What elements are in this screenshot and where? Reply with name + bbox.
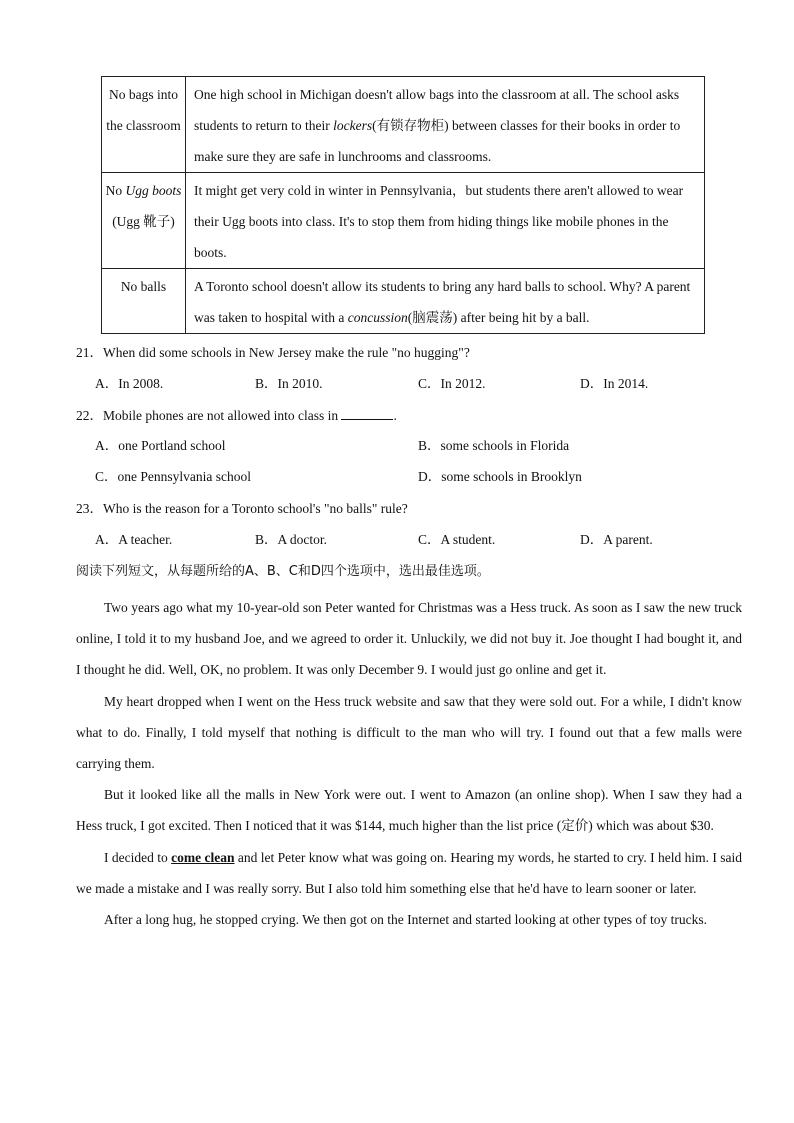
option-23-c[interactable]: C．A student. bbox=[418, 532, 496, 547]
rule-cell bbox=[102, 173, 186, 269]
option-21-a[interactable]: A．In 2008. bbox=[95, 376, 164, 391]
desc-italic-term: lockers bbox=[333, 118, 373, 133]
passage-paragraph: My heart dropped when I went on the Hess truck website and saw that they were sold out. For a while, I didn't know what to do. Finally, I told myself that nothing is difficult to the man who will try. I found out that a few malls were carrying them. bbox=[76, 693, 742, 772]
rule-label: (Ugg 靴子) bbox=[112, 214, 175, 229]
passage-text: I decided to bbox=[104, 849, 172, 865]
rule-label: No balls bbox=[120, 279, 167, 294]
rule-cell bbox=[102, 269, 186, 334]
option-21-c[interactable]: C．In 2012. bbox=[418, 376, 486, 391]
table-row bbox=[102, 269, 705, 334]
passage-paragraph bbox=[76, 842, 742, 904]
passage-paragraph: But it looked like all the malls in New York were out. I went to Amazon (an online shop). When I saw they had a Hess truck, I got excited. Then I noticed that it was $144, much higher than the list price (定价) which was about $30. bbox=[76, 787, 742, 834]
desc-text: A Toronto school doesn't allow its students to bring any hard balls to school. Why? A parent was taken to hospital with a bbox=[194, 279, 691, 325]
answer-blank bbox=[341, 405, 393, 420]
section-instruction: 阅读下列短文，从每题所给的A、B、C和D四个选项中，选出最佳选项。 bbox=[76, 564, 490, 579]
option-23-a[interactable]: A．A teacher. bbox=[95, 532, 173, 547]
desc-text: One high school in Michigan doesn't allow bags into the classroom at all. The school asks students to return to their bbox=[194, 87, 680, 133]
desc-text: (有锁存物柜) between classes for their books in order to make sure they are safe in lunchrooms and classrooms. bbox=[194, 118, 681, 164]
question-23: 23．Who is the reason for a Toronto school's "no balls" rule? bbox=[76, 501, 408, 516]
passage-paragraph: After a long hug, he stopped crying. We then got on the Internet and started looking at other types of toy trucks. bbox=[104, 912, 708, 928]
option-22-c[interactable]: C．one Pennsylvania school bbox=[95, 469, 251, 484]
question-22-stem: 22．Mobile phones are not allowed into class in bbox=[76, 408, 339, 423]
question-21: 21．When did some schools in New Jersey make the rule "no hugging"? bbox=[76, 345, 470, 360]
option-22-b[interactable]: B．some schools in Florida bbox=[418, 438, 570, 453]
desc-cell bbox=[186, 269, 705, 334]
rule-label-italic: Ugg boots bbox=[125, 183, 182, 198]
option-23-b[interactable]: B．A doctor. bbox=[255, 532, 328, 547]
desc-cell bbox=[186, 77, 705, 173]
desc-text: (脑震荡) after being hit by a ball. bbox=[407, 310, 590, 325]
question-22 bbox=[76, 405, 756, 426]
passage-text: and let Peter know what was going on. Hearing my words, he started to cry. I held him. I said we made a mistake and I was really sorry. But I also told him something else that he'd have to learn sooner or later. bbox=[76, 849, 742, 896]
table-row bbox=[102, 77, 705, 173]
option-22-a[interactable]: A．one Portland school bbox=[95, 438, 226, 453]
question-22-stem-end: . bbox=[393, 408, 397, 423]
option-21-b[interactable]: B．In 2010. bbox=[255, 376, 323, 391]
underlined-phrase: come clean bbox=[171, 849, 235, 865]
passage-paragraph: Two years ago what my 10-year-old son Peter wanted for Christmas was a Hess truck. As soon as I saw the new truck online, I told it to my husband Joe, and we agreed to order it. Unluckily, we did not buy it. Joe thought I had bought it, and I thought he did. Well, OK, no problem. It was only December 9. I would just go online and get it. bbox=[76, 600, 742, 678]
rule-cell bbox=[102, 77, 186, 173]
option-21-d[interactable]: D．In 2014. bbox=[580, 376, 649, 391]
desc-italic-term: concussion bbox=[347, 310, 408, 325]
option-23-d[interactable]: D．A parent. bbox=[580, 532, 653, 547]
reading-passage bbox=[76, 592, 742, 935]
rules-table bbox=[101, 76, 705, 334]
desc-text: It might get very cold in winter in Pennsylvania，but students there aren't allowed to wear their Ugg boots into class. It's to stop them from hiding things like mobile phones in the boots. bbox=[194, 183, 684, 260]
rule-label: No bbox=[105, 183, 126, 198]
rule-label: No bags into the classroom bbox=[106, 87, 181, 133]
table-row bbox=[102, 173, 705, 269]
option-22-d[interactable]: D．some schools in Brooklyn bbox=[418, 469, 582, 484]
desc-cell bbox=[186, 173, 705, 269]
